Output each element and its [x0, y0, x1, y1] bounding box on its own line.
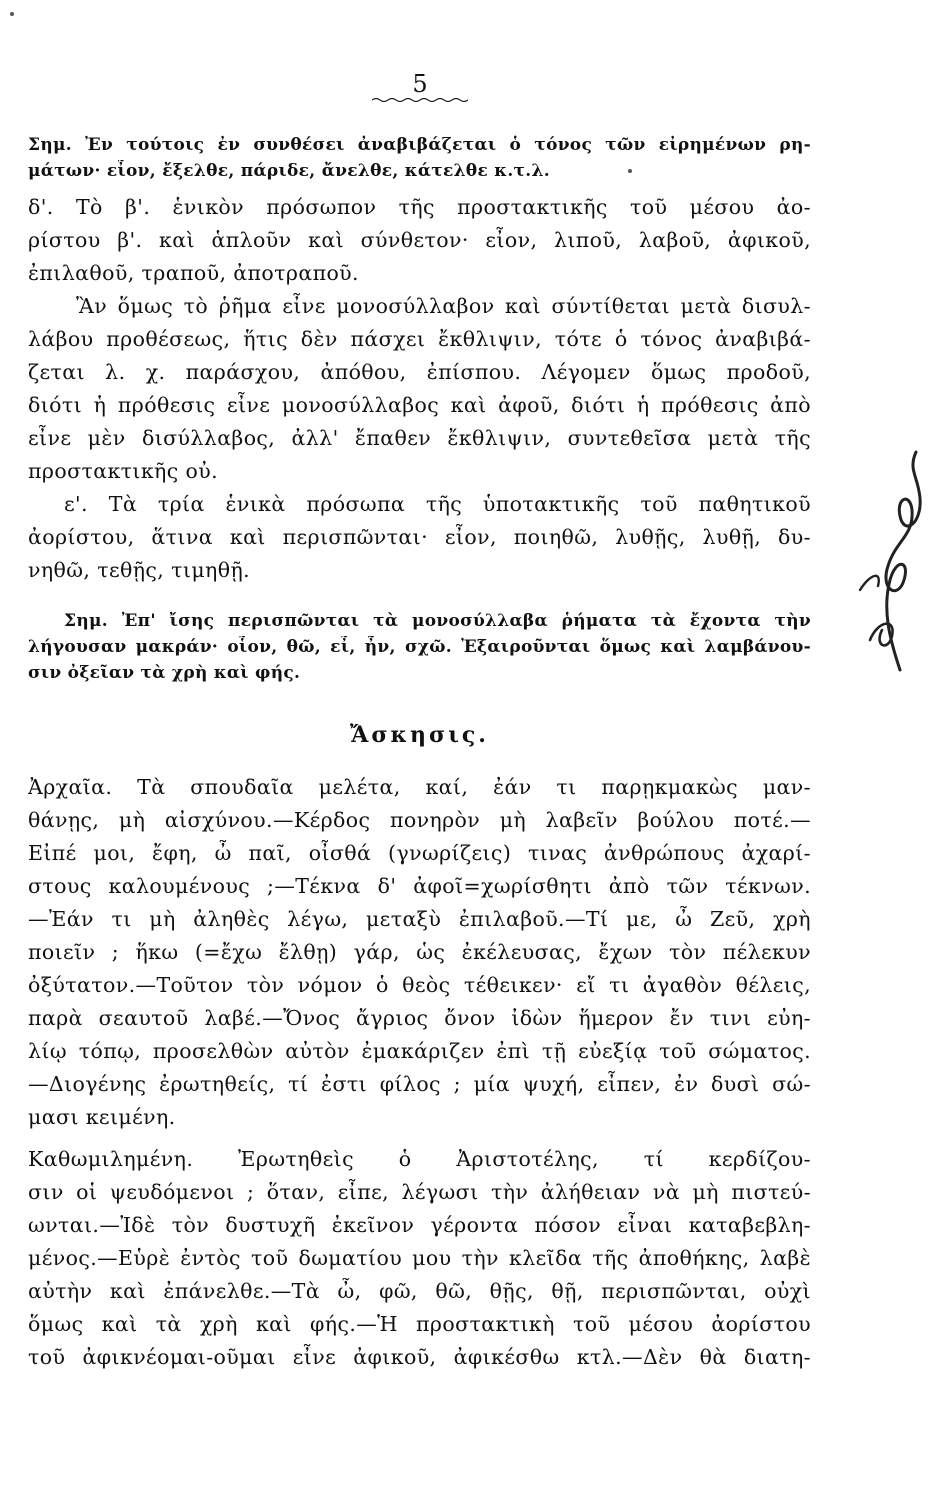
text-line: νηθῶ, τεθῇς, τιμηθῇ.: [28, 558, 251, 582]
text-line: μένος.—Εὑρὲ ἐντὸς τοῦ δωματίου μου τὴν κλεῖδα τῆς ἀποθήκης, λαβὲ: [28, 1246, 811, 1270]
text-line: ζεται λ. χ. παράσχου, ἀπόθου, ἐπίσπου. Λέγομεν ὅμως προδοῦ,: [28, 360, 811, 384]
print-speck: [628, 169, 632, 173]
note-line: Σημ. Ἐν τούτοις ἐν συνθέσει ἀναβιβάζεται ὁ τόνος τῶν εἰρημένων ρη-: [28, 135, 811, 155]
text-line: —Ἐάν τι μὴ ἀληθὲς λέγω, μεταξὺ ἐπιλαβοῦ.—Τί με, ὦ Ζεῦ, χρὴ: [28, 907, 811, 931]
text-line: ἐπιλαθοῦ, τραποῦ, ἀποτραποῦ.: [28, 261, 359, 285]
text-line: τοῦ ἀφικνέομαι-οῦμαι εἶνε ἀφικοῦ, ἀφικέσθω κτλ.—Δὲν θὰ διατη-: [28, 1345, 811, 1369]
text-line: ὀξύτατον.—Τοῦτον τὸν νόμον ὁ θεὸς τέθεικεν· εἴ τι ἀγαθὸν θέλεις,: [28, 973, 811, 997]
text-line: Ἂν ὅμως τὸ ῥῆμα εἶνε μονοσύλλαβον καὶ σύντίθεται μετὰ δισυλ-: [76, 294, 811, 318]
text-line: παρὰ σεαυτοῦ λαβέ.—Ὄνος ἄγριος ὄνον ἰδὼν ἥμερον ἔν τινι εὐη-: [28, 1006, 811, 1030]
text-line: ἀορίστου, ἅτινα καὶ περισπῶνται· εἶον, ποιηθῶ, λυθῇς, λυθῇ, δυ-: [28, 525, 811, 549]
text-line: προστακτικῆς οὐ.: [28, 459, 219, 483]
text-line: εἶνε μὲν δισύλλαβος, ἀλλ' ἔπαθεν ἔκθλιψιν, συντεθεῖσα μετὰ τῆς: [28, 426, 811, 450]
text-line: ε'. Τὰ τρία ἑνικὰ πρόσωπα τῆς ὑποτακτικῆς τοῦ παθητικοῦ: [64, 492, 811, 516]
text-line: μασι κειμένη.: [28, 1105, 176, 1129]
page-number-ornament: [372, 97, 468, 103]
text-line: ωνται.—Ἰδὲ τὸν δυστυχῆ ἐκεῖνον γέροντα πόσον εἶναι καταβεβλη-: [28, 1213, 811, 1237]
text-line: ὅμως καὶ τὰ χρὴ καὶ φής.—Ἡ προστακτικὴ τοῦ μέσου ἀορίστου: [28, 1312, 811, 1336]
text-line: διότι ἡ πρόθεσις εἶνε μονοσύλλαβος καὶ ἀφοῦ, διότι ἡ πρόθεσις ἀπὸ: [28, 393, 811, 417]
text-line: λίῳ τόπῳ, προσελθὼν αὐτὸν ἐμακάριζεν ἐπὶ τῇ εὐεξίᾳ τοῦ σώματος.: [28, 1039, 811, 1063]
text-line: Εἰπέ μοι, ἔφη, ὦ παῖ, οἶσθά (γνωρίζεις) τινας ἀνθρώπους ἀχαρί-: [28, 841, 811, 865]
page-number: 5: [412, 70, 428, 98]
text-line: στους καλουμένους ;—Τέκνα δ' ἀφοῖ=χωρίσθητι ἀπὸ τῶν τέκνων.: [28, 874, 811, 898]
section-heading: Ἄσκησις.: [350, 722, 489, 748]
note-line: μάτων· εἶον, ἔξελθε, πάριδε, ἄνελθε, κάτελθε κ.τ.λ.: [28, 161, 550, 181]
text-line: δ'. Τὸ β'. ἑνικὸν πρόσωπον τῆς προστακτικῆς τοῦ μέσου ἀο-: [28, 195, 811, 219]
note-line: Σημ. Ἐπ' ἴσης περισπῶνται τὰ μονοσύλλαβα ῥήματα τὰ ἔχοντα τὴν: [64, 611, 811, 631]
note-line: λήγουσαν μακράν· οἷον, θῶ, εἶ, ἦν, σχῶ. Ἐξαιροῦνται ὅμως καὶ λαμβάνου-: [28, 637, 811, 657]
text-line: Ἀρχαῖα. Τὰ σπουδαῖα μελέτα, καί, ἐάν τι παρῃκμακὼς μαν-: [28, 775, 811, 799]
text-line: αὐτὴν καὶ ἐπάνελθε.—Τὰ ὦ, φῶ, θῶ, θῇς, θῇ, περισπῶνται, οὐχὶ: [28, 1279, 811, 1303]
text-line: θάνῃς, μὴ αἰσχύνου.—Κέρδος πονηρὸν μὴ λαβεῖν βούλου ποτέ.—: [28, 808, 811, 832]
text-line: —Διογένης ἐρωτηθείς, τί ἐστι φίλος ; μία ψυχή, εἶπεν, ἐν δυσὶ σώ-: [28, 1072, 811, 1096]
text-line: λάβου προθέσεως, ἥτις δὲν πάσχει ἔκθλιψιν, τότε ὁ τόνος ἀναβιβά-: [28, 327, 811, 351]
text-line: Καθωμιλημένη. Ἐρωτηθεὶς ὁ Ἀριστοτέλης, τί κερδίζου-: [28, 1147, 811, 1171]
note-line: σιν ὀξεῖαν τὰ χρὴ καὶ φής.: [28, 663, 301, 683]
handwritten-marginal-note: [830, 440, 928, 680]
print-speck: [10, 12, 14, 16]
text-line: σιν οἱ ψευδόμενοι ; ὅταν, εἶπε, λέγωσι τὴν ἀλήθειαν νὰ μὴ πιστεύ-: [28, 1180, 811, 1204]
text-line: ποιεῖν ; ἥκω (=ἔχω ἔλθῃ) γάρ, ὡς ἐκέλευσας, ἔχων τὸν πέλεκυν: [28, 940, 811, 964]
text-line: ρίστου β'. καὶ ἁπλοῦν καὶ σύνθετον· εἶον, λιποῦ, λαβοῦ, ἀφικοῦ,: [28, 228, 811, 252]
